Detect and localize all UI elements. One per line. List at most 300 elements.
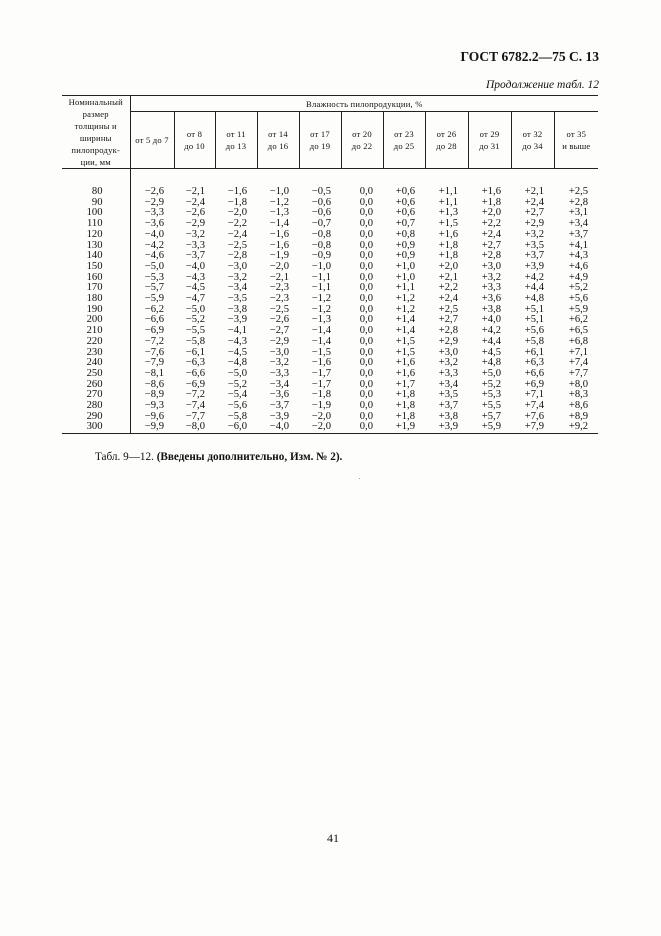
value-cell: −0,8 — [311, 228, 331, 240]
value-cell: +8,6 — [568, 400, 589, 412]
value-cell: −3,3 — [144, 207, 164, 219]
column-header-line: от 14 — [268, 129, 288, 140]
value-cell: −1,1 — [311, 271, 331, 283]
value-cell: +7,6 — [524, 410, 544, 422]
value-cell: −4,6 — [144, 250, 164, 262]
value-cell: −4,0 — [185, 260, 205, 272]
column-header-line: от 5 до 7 — [135, 135, 169, 146]
column-header — [299, 112, 341, 169]
value-cell: +1,8 — [438, 250, 458, 262]
value-cell: −2,6 — [185, 207, 205, 219]
size-cell: 120 — [62, 230, 130, 241]
value-cell: −2,9 — [185, 218, 205, 230]
column-header-line: от 32 — [522, 129, 543, 140]
size-cell: 130 — [62, 241, 130, 252]
value-cell: +1,3 — [438, 207, 458, 219]
value-cell: −6,3 — [185, 357, 205, 369]
value-cell: −1,0 — [311, 260, 331, 272]
column-header — [511, 112, 554, 169]
column-header — [257, 112, 299, 169]
value-cell: 0,0 — [359, 282, 373, 294]
value-cell: −2,9 — [144, 196, 164, 208]
value-cell: −5,6 — [227, 400, 247, 412]
column-header-line: до 34 — [522, 141, 543, 152]
value-cell: +4,8 — [524, 293, 544, 305]
value-cell: −2,3 — [269, 293, 289, 305]
value-cell: −9,3 — [144, 400, 164, 412]
table-row — [62, 230, 598, 241]
value-cell: +4,4 — [481, 335, 501, 347]
value-cell: −6,2 — [144, 303, 164, 315]
value-cell: −2,0 — [311, 410, 331, 422]
value-cell: +0,9 — [395, 239, 415, 251]
value-cell: +0,9 — [395, 250, 415, 262]
value-cell: −2,1 — [269, 271, 289, 283]
value-cell: −6,9 — [185, 378, 205, 390]
value-cell: +3,3 — [438, 367, 458, 379]
value-cell: +1,0 — [395, 271, 415, 283]
size-cell: 150 — [62, 262, 130, 273]
size-cell: 200 — [62, 315, 130, 326]
value-cell: +5,3 — [481, 389, 501, 401]
value-cell: −1,6 — [227, 186, 247, 197]
column-header — [383, 112, 425, 169]
value-cell: 0,0 — [359, 325, 373, 337]
column-header — [425, 112, 468, 169]
table-row — [62, 169, 598, 198]
value-cell: −0,7 — [311, 218, 331, 230]
value-cell: −1,2 — [311, 303, 331, 315]
column-header-line: от 17 — [310, 129, 330, 140]
value-cell: +3,2 — [481, 271, 501, 283]
value-cell: −5,5 — [185, 325, 205, 337]
value-cell: −5,8 — [185, 335, 205, 347]
value-cell: +3,6 — [481, 293, 501, 305]
value-cell: +5,2 — [568, 282, 589, 294]
value-cell: +4,6 — [568, 260, 589, 272]
column-header-line: до 31 — [479, 141, 500, 152]
column-header-line: до 19 — [309, 141, 331, 152]
table-row — [62, 422, 598, 433]
value-cell: −6,1 — [185, 346, 205, 358]
value-cell: −1,7 — [311, 378, 331, 390]
value-cell: +1,9 — [383, 422, 425, 433]
value-cell: +2,8 — [481, 250, 501, 262]
value-cell: +2,8 — [568, 196, 589, 208]
value-cell: +3,0 — [438, 346, 458, 358]
column-header-line: до 28 — [436, 141, 457, 152]
value-cell: +2,4 — [481, 228, 501, 240]
value-cell: +3,7 — [568, 228, 589, 240]
value-cell: +2,8 — [438, 325, 458, 337]
value-cell: −0,8 — [311, 239, 331, 251]
value-cell: −6,0 — [215, 422, 257, 433]
value-cell: −6,6 — [185, 367, 205, 379]
page-header: ГОСТ 6782.2—75 С. 13 — [460, 49, 599, 64]
value-cell: −3,0 — [269, 346, 289, 358]
value-cell: +3,3 — [481, 282, 501, 294]
value-cell: −3,6 — [269, 389, 289, 401]
value-cell: 0,0 — [359, 335, 373, 347]
value-cell: −0,5 — [311, 186, 331, 197]
value-cell: +2,7 — [524, 207, 544, 219]
value-cell: 0,0 — [359, 357, 373, 369]
value-cell: 0,0 — [359, 271, 373, 283]
value-cell: +2,9 — [524, 218, 544, 230]
value-cell: +4,4 — [524, 282, 544, 294]
value-cell: −7,4 — [185, 400, 205, 412]
value-cell: +2,4 — [438, 293, 458, 305]
value-cell: −1,8 — [227, 196, 247, 208]
table-row — [62, 337, 598, 348]
value-cell: −0,9 — [311, 250, 331, 262]
value-cell: +2,5 — [568, 186, 589, 197]
value-cell: +1,8 — [481, 196, 501, 208]
column-header-line: до 10 — [184, 141, 205, 152]
value-cell: −8,1 — [144, 367, 164, 379]
value-cell: −4,1 — [227, 325, 247, 337]
column-header-line: до 16 — [267, 141, 289, 152]
value-cell: +6,5 — [568, 325, 589, 337]
value-cell: +3,2 — [524, 228, 544, 240]
value-cell: +6,9 — [524, 378, 544, 390]
value-cell: +4,8 — [481, 357, 501, 369]
note-prefix: Табл. 9—12. — [95, 451, 154, 463]
value-cell: −4,8 — [227, 357, 247, 369]
value-cell: +4,2 — [524, 271, 544, 283]
size-cell: 170 — [62, 283, 130, 294]
value-cell: −5,2 — [185, 314, 205, 326]
value-cell: −5,9 — [144, 293, 164, 305]
value-cell: −2,0 — [227, 207, 247, 219]
value-cell: −1,7 — [311, 367, 331, 379]
value-cell: 0,0 — [359, 218, 373, 230]
value-cell: +3,5 — [438, 389, 458, 401]
value-cell: 0,0 — [359, 260, 373, 272]
value-cell: 0,0 — [359, 314, 373, 326]
size-cell: 160 — [62, 273, 130, 284]
value-cell: +1,2 — [395, 303, 415, 315]
value-cell: −3,9 — [269, 410, 289, 422]
value-cell: −4,3 — [227, 335, 247, 347]
value-cell: −1,6 — [269, 228, 289, 240]
size-cell: 110 — [62, 219, 130, 230]
value-cell: −1,9 — [311, 400, 331, 412]
value-cell: +1,4 — [395, 314, 415, 326]
value-cell: +5,1 — [524, 314, 544, 326]
value-cell: +8,0 — [568, 378, 589, 390]
value-cell: +8,3 — [568, 389, 589, 401]
size-cell: 100 — [62, 208, 130, 219]
value-cell: +3,8 — [438, 410, 458, 422]
row-header-cell — [62, 96, 130, 169]
value-cell: +7,7 — [568, 367, 589, 379]
value-cell: +4,5 — [481, 346, 501, 358]
size-cell: 230 — [62, 348, 130, 359]
value-cell: +4,2 — [481, 325, 501, 337]
value-cell: +5,7 — [481, 410, 501, 422]
table-note — [95, 451, 342, 463]
value-cell: −2,7 — [269, 325, 289, 337]
row-header-line: пилопродук- — [71, 145, 121, 155]
value-cell: +5,1 — [524, 303, 544, 315]
value-cell: 0,0 — [359, 367, 373, 379]
value-cell: +1,6 — [481, 186, 501, 197]
value-cell: +0,6 — [395, 186, 415, 197]
value-cell: −2,0 — [299, 422, 341, 433]
value-cell: +2,7 — [438, 314, 458, 326]
value-cell: −3,5 — [227, 293, 247, 305]
value-cell: −8,6 — [144, 378, 164, 390]
value-cell: −5,0 — [227, 367, 247, 379]
value-cell: +1,5 — [438, 218, 458, 230]
value-cell: −2,4 — [227, 228, 247, 240]
value-cell: −3,7 — [269, 400, 289, 412]
value-cell: −5,7 — [144, 282, 164, 294]
size-cell: 80 — [62, 169, 130, 198]
value-cell: −5,8 — [227, 410, 247, 422]
size-cell: 240 — [62, 358, 130, 369]
column-header — [468, 112, 511, 169]
value-cell: +5,5 — [481, 400, 501, 412]
value-cell: −3,8 — [227, 303, 247, 315]
value-cell: +1,8 — [395, 389, 415, 401]
row-header-line: ции, мм — [80, 157, 111, 167]
column-header-line: от 29 — [479, 129, 500, 140]
column-header-line: от 35 — [566, 129, 587, 140]
value-cell: +1,1 — [395, 282, 415, 294]
row-header-line: толщины и — [74, 121, 117, 131]
value-cell: +5,9 — [568, 303, 589, 315]
value-cell: +4,1 — [568, 239, 589, 251]
value-cell: +2,4 — [524, 196, 544, 208]
value-cell: −3,7 — [185, 250, 205, 262]
value-cell: −9,9 — [130, 422, 174, 433]
value-cell: −3,6 — [144, 218, 164, 230]
value-cell: +2,0 — [438, 260, 458, 272]
value-cell: −7,2 — [185, 389, 205, 401]
value-cell: +0,8 — [395, 228, 415, 240]
value-cell: −1,4 — [311, 325, 331, 337]
value-cell: −1,3 — [269, 207, 289, 219]
value-cell: +2,5 — [438, 303, 458, 315]
value-cell: 0,0 — [359, 410, 373, 422]
value-cell: −3,0 — [227, 260, 247, 272]
column-header-line: до 22 — [351, 141, 373, 152]
value-cell: −1,9 — [269, 250, 289, 262]
value-cell: +6,3 — [524, 357, 544, 369]
column-header-line: от 26 — [436, 129, 457, 140]
value-cell: +0,6 — [395, 207, 415, 219]
column-header-line: до 13 — [225, 141, 247, 152]
value-cell: 0,0 — [359, 303, 373, 315]
value-cell: +6,8 — [568, 335, 589, 347]
value-cell: 0,0 — [359, 186, 373, 197]
value-cell: +1,4 — [395, 325, 415, 337]
value-cell: −4,0 — [144, 228, 164, 240]
value-cell: −5,3 — [144, 271, 164, 283]
value-cell: −5,0 — [144, 260, 164, 272]
value-cell: −4,5 — [227, 346, 247, 358]
value-cell: +1,8 — [438, 239, 458, 251]
value-cell: +3,7 — [438, 400, 458, 412]
size-cell: 140 — [62, 251, 130, 262]
value-cell: +1,8 — [395, 400, 415, 412]
value-cell: +0,7 — [395, 218, 415, 230]
value-cell: 0,0 — [359, 293, 373, 305]
value-cell: −4,5 — [185, 282, 205, 294]
value-cell: −2,3 — [269, 282, 289, 294]
value-cell: −1,2 — [269, 196, 289, 208]
value-cell: +5,8 — [524, 335, 544, 347]
value-cell: +2,7 — [481, 239, 501, 251]
value-cell: −5,4 — [227, 389, 247, 401]
value-cell: −3,2 — [227, 271, 247, 283]
column-header — [215, 112, 257, 169]
value-cell: 0,0 — [359, 389, 373, 401]
value-cell: −3,3 — [269, 367, 289, 379]
value-cell: +9,2 — [554, 422, 598, 433]
size-cell: 210 — [62, 326, 130, 337]
column-header-line: от 20 — [352, 129, 372, 140]
column-header-line: от 23 — [394, 129, 414, 140]
value-cell: −2,0 — [269, 260, 289, 272]
value-cell: −5,0 — [185, 303, 205, 315]
value-cell: +6,2 — [568, 314, 589, 326]
value-cell: +2,1 — [524, 186, 544, 197]
value-cell: −6,6 — [144, 314, 164, 326]
value-cell: +6,6 — [524, 367, 544, 379]
value-cell: −3,2 — [185, 228, 205, 240]
value-cell: +3,1 — [568, 207, 589, 219]
value-cell: 0,0 — [359, 239, 373, 251]
value-cell: −3,3 — [185, 239, 205, 251]
value-cell: +2,2 — [481, 218, 501, 230]
value-cell: −1,3 — [311, 314, 331, 326]
value-cell: +3,4 — [568, 218, 589, 230]
size-cell: 270 — [62, 390, 130, 401]
value-cell: −3,9 — [227, 314, 247, 326]
value-cell: +1,8 — [395, 410, 415, 422]
value-cell: −2,5 — [269, 303, 289, 315]
value-cell: +2,9 — [438, 335, 458, 347]
value-cell: +7,4 — [568, 357, 589, 369]
value-cell: +6,1 — [524, 346, 544, 358]
value-cell: +3,0 — [481, 260, 501, 272]
value-cell: −7,7 — [185, 410, 205, 422]
value-cell: +1,0 — [395, 260, 415, 272]
size-cell: 220 — [62, 337, 130, 348]
value-cell: −2,2 — [227, 218, 247, 230]
moisture-correction-table — [62, 95, 598, 434]
value-cell: −1,1 — [311, 282, 331, 294]
value-cell: −3,2 — [269, 357, 289, 369]
size-cell: 180 — [62, 294, 130, 305]
value-cell: −1,5 — [311, 346, 331, 358]
value-cell: −1,6 — [269, 239, 289, 251]
column-header — [341, 112, 383, 169]
value-cell: −1,4 — [311, 335, 331, 347]
size-cell: 250 — [62, 369, 130, 380]
value-cell: −2,9 — [269, 335, 289, 347]
column-header — [554, 112, 598, 169]
size-cell: 290 — [62, 412, 130, 423]
value-cell: +1,2 — [395, 293, 415, 305]
value-cell: 0,0 — [359, 250, 373, 262]
value-cell: −7,9 — [144, 357, 164, 369]
value-cell: +7,9 — [511, 422, 554, 433]
value-cell: +5,2 — [481, 378, 501, 390]
row-header-line: ширины — [79, 133, 112, 143]
value-cell: +1,1 — [438, 196, 458, 208]
size-cell: 190 — [62, 305, 130, 316]
value-cell: 0,0 — [341, 422, 383, 433]
value-cell: +4,3 — [568, 250, 589, 262]
value-cell: −4,3 — [185, 271, 205, 283]
value-cell: −0,6 — [311, 207, 331, 219]
value-cell: −3,4 — [227, 282, 247, 294]
value-cell: +3,5 — [524, 239, 544, 251]
value-cell: −4,2 — [144, 239, 164, 251]
value-cell: +3,8 — [481, 303, 501, 315]
column-header-line: до 25 — [393, 141, 415, 152]
row-header-line: размер — [82, 109, 109, 119]
size-cell: 280 — [62, 401, 130, 412]
value-cell: −7,2 — [144, 335, 164, 347]
value-cell: −4,0 — [257, 422, 299, 433]
value-cell: +1,6 — [438, 228, 458, 240]
value-cell: −4,7 — [185, 293, 205, 305]
value-cell: 0,0 — [359, 207, 373, 219]
value-cell: +1,5 — [395, 346, 415, 358]
value-cell: +1,6 — [395, 357, 415, 369]
row-header-line: Номинальный — [68, 97, 123, 107]
value-cell: −3,4 — [269, 378, 289, 390]
value-cell: +5,6 — [524, 325, 544, 337]
value-cell: +1,1 — [438, 186, 458, 197]
value-cell: +3,9 — [425, 422, 468, 433]
value-cell: +1,5 — [395, 335, 415, 347]
value-cell: 0,0 — [359, 400, 373, 412]
value-cell: +5,9 — [468, 422, 511, 433]
value-cell: +5,6 — [568, 293, 589, 305]
value-cell: +3,7 — [524, 250, 544, 262]
moisture-group-header: Влажность пилопродукции, % — [130, 96, 598, 112]
size-cell: 300 — [62, 422, 130, 433]
size-cell: 90 — [62, 198, 130, 209]
value-cell: −1,6 — [311, 357, 331, 369]
value-cell: +8,9 — [568, 410, 589, 422]
value-cell: +5,0 — [481, 367, 501, 379]
value-cell: −2,6 — [269, 314, 289, 326]
column-header — [174, 112, 215, 169]
value-cell: −5,2 — [227, 378, 247, 390]
value-cell: +2,0 — [481, 207, 501, 219]
value-cell: −2,6 — [144, 186, 164, 197]
value-cell: 0,0 — [359, 196, 373, 208]
value-cell: −1,4 — [269, 218, 289, 230]
value-cell: +4,0 — [481, 314, 501, 326]
table-continuation-label: Продолжение табл. 12 — [486, 79, 599, 91]
value-cell: 0,0 — [359, 228, 373, 240]
value-cell: +2,1 — [438, 271, 458, 283]
value-cell: −6,9 — [144, 325, 164, 337]
value-cell: −2,1 — [185, 186, 205, 197]
column-header-line: и выше — [562, 141, 591, 152]
column-header — [130, 112, 174, 169]
value-cell: +7,1 — [568, 346, 589, 358]
value-cell: +3,2 — [438, 357, 458, 369]
